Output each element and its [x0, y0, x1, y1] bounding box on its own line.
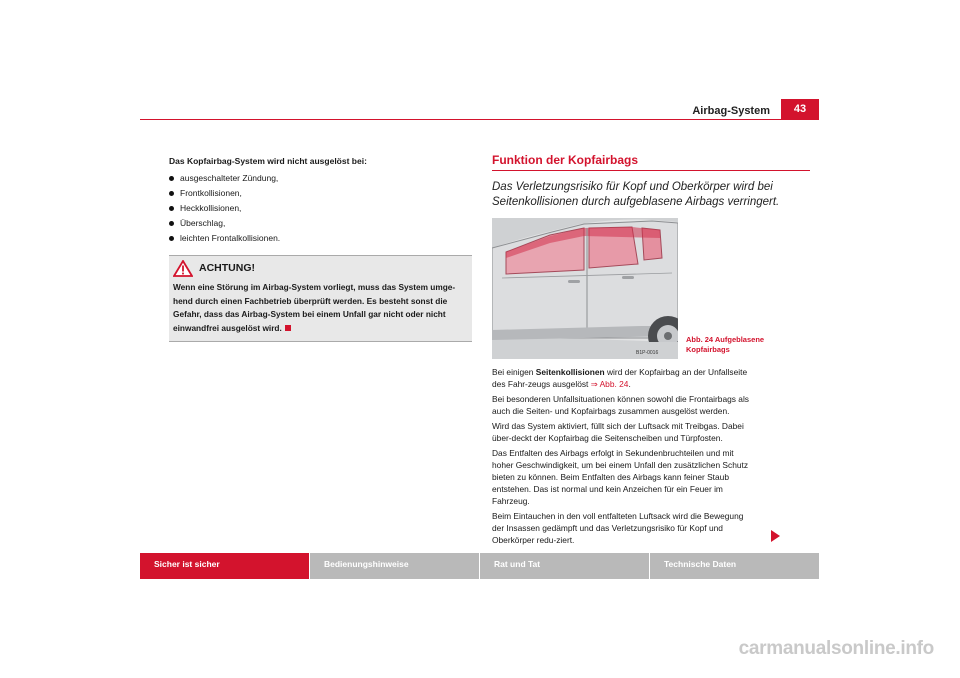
paragraph: Wird das System aktiviert, füllt sich der Luftsack mit Treibgas. Dabei über-deckt der Kopfairbag die Seitenscheiben und Türpfosten. [492, 421, 744, 443]
bullet-list [169, 171, 472, 246]
paragraph: Das Entfalten des Airbags erfolgt in Sekundenbruchteilen und mit hoher Geschwindigkeit, um bei einem Unfall den zusätzlichen Schutz bieten zu können. Beim Entfalten des Airbags kann feiner Staub entstehen. Das ist normal und kein Anzeichen für ein Feuer im Fahrzeug. [492, 448, 749, 506]
tab-sicher-ist-sicher[interactable]: Sicher ist sicher [140, 553, 309, 579]
figure-row [492, 218, 810, 359]
right-column [492, 153, 810, 549]
figure-caption: Abb. 24 Aufgeblasene Kopfairbags [686, 335, 765, 354]
header-rule [140, 119, 819, 120]
intro-text: Das Kopfairbag-System wird nicht ausgelöst bei: [169, 156, 367, 166]
car-illustration-icon [492, 218, 678, 359]
car-airbag-figure [492, 218, 678, 359]
page-number: 43 [781, 99, 819, 119]
paragraph: Bei besonderen Unfallsituationen können sowohl die Frontairbags als auch die Seiten- und Kopfairbags zusammen ausgelöst werden. [492, 394, 749, 416]
list-item: Überschlag, [169, 216, 472, 231]
warning-title: ACHTUNG! [199, 261, 255, 274]
watermark: carmanualsonline.info [738, 638, 934, 659]
list-item: Heckkollisionen, [169, 201, 472, 216]
tab-technische-daten[interactable]: Technische Daten [649, 553, 819, 579]
paragraph: Beim Eintauchen in den voll entfalteten Luftsack wird die Bewegung der Insassen gedämpft und das Verletzungsrisiko für Kopf und Oberkörper redu-ziert. [492, 511, 744, 545]
figure-code: B1P-0016 [636, 350, 659, 356]
warning-triangle-icon [173, 260, 193, 277]
footer-nav [140, 553, 819, 579]
bold-term: Seitenkollisionen [535, 367, 605, 377]
warning-header [173, 260, 466, 277]
list-item: leichten Frontalkollisionen. [169, 231, 472, 246]
warning-box [169, 255, 472, 342]
paragraph: Bei einigen Seitenkollisionen wird der Kopfairbag an der Unfallseite des Fahr-zeugs ausgelöst ⇒ Abb. 24. [492, 367, 748, 389]
lead-text: Das Verletzungsrisiko für Kopf und Oberkörper wird bei Seitenkollisionen durch aufgeblasene Airbags verringert. [492, 181, 780, 208]
body-text [492, 366, 754, 546]
figure-reference-link[interactable]: ⇒ Abb. 24 [590, 379, 629, 389]
list-item: ausgeschalteter Zündung, [169, 171, 472, 186]
warning-text: Wenn eine Störung im Airbag-System vorliegt, muss das System umge-hend durch einen Fachbetrieb überprüft werden. Es besteht sonst die Gefahr, dass das Airbag-System bei einem Unfall gar nicht oder nicht einwandfrei ausgelöst wird. [173, 282, 456, 333]
tab-rat-und-tat[interactable]: Rat und Tat [479, 553, 649, 579]
tab-bedienungshinweise[interactable]: Bedienungshinweise [309, 553, 479, 579]
left-column [169, 154, 472, 342]
next-page-arrow-icon[interactable] [771, 530, 780, 542]
section-heading: Funktion der Kopfairbags [492, 153, 810, 171]
end-mark-icon [285, 325, 291, 331]
list-item: Frontkollisionen, [169, 186, 472, 201]
running-header-title: Airbag-System [692, 105, 770, 117]
